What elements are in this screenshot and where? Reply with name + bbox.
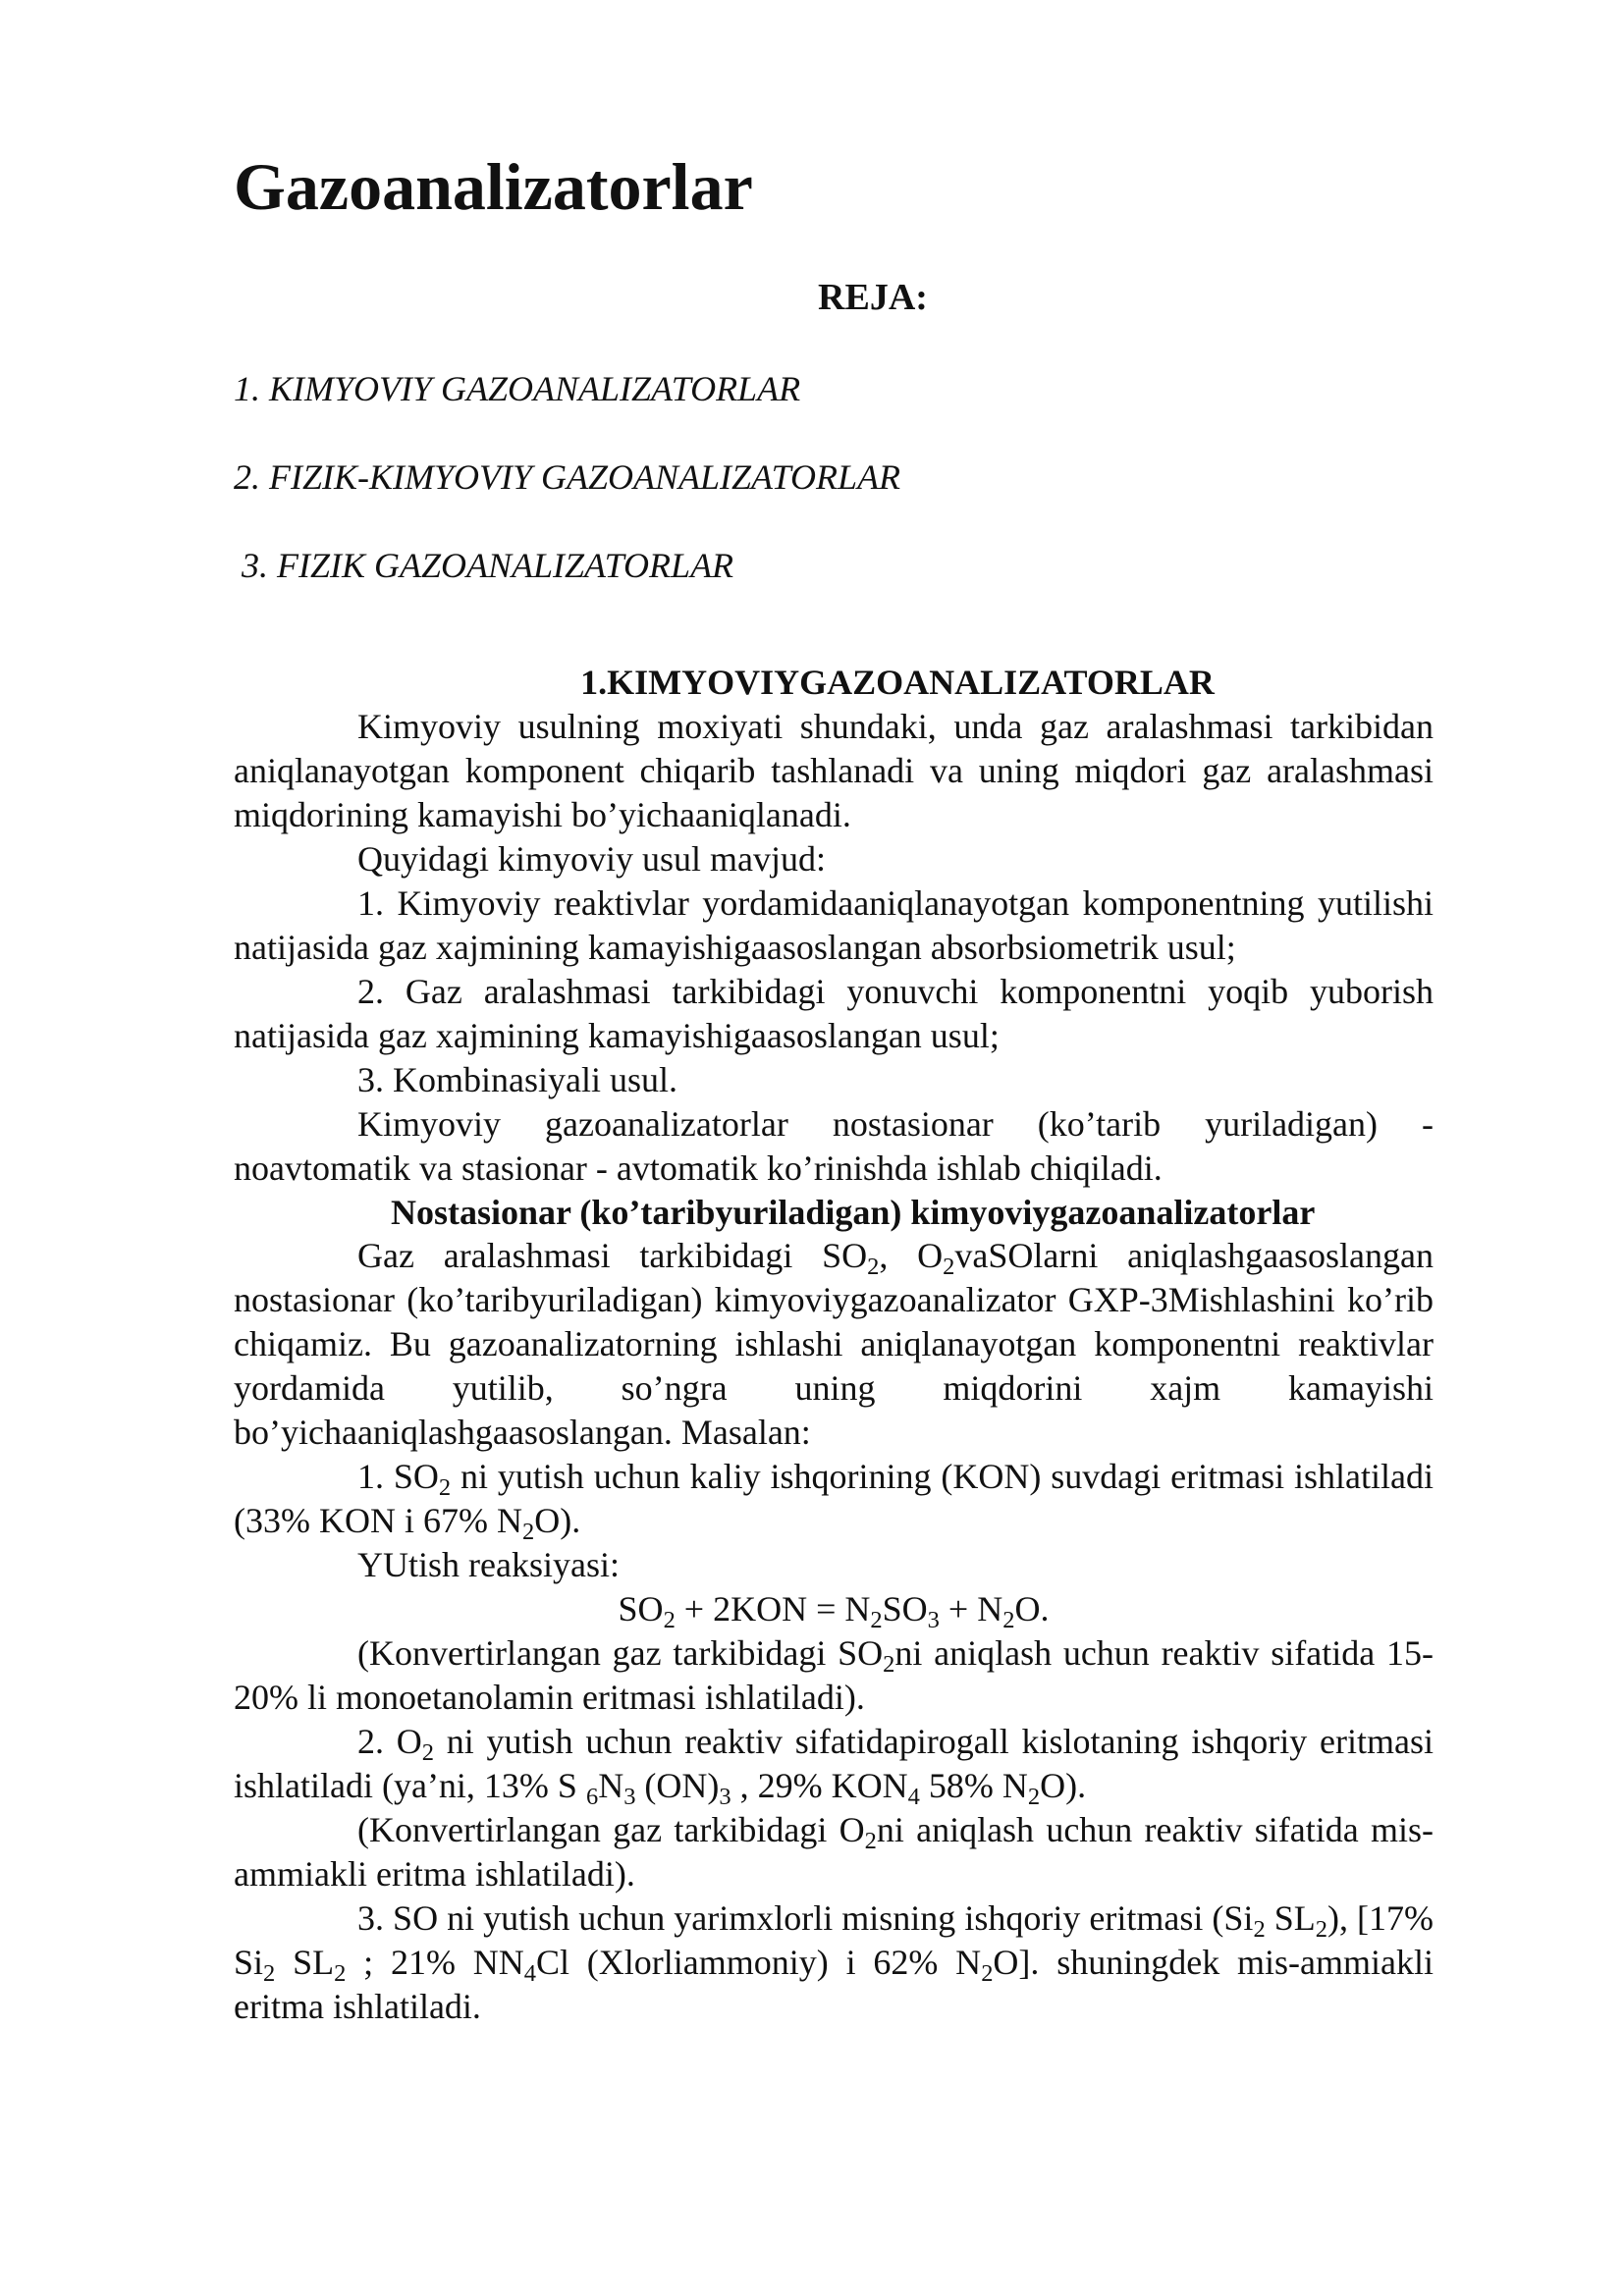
plan-heading: REJA: bbox=[818, 277, 928, 318]
section-heading: 1.KIMYOVIYGAZOANALIZATORLAR bbox=[580, 663, 1215, 702]
paragraph-gxp-intro: Gaz aralashmasi tarkibidagi $SO_2$, $O_2vaSOlarni$ aniqlashgaasoslangan nostasionar (ko’taribyuriladigan) kimyoviygazoanalizator GXP-3Mishlashini ko’rib chiqamiz. Bu gazoanalizatorning ishlashi aniqlanayotgan komponentni reaktivlar yordamida yutilib, so’ngra uning miqdorini xajm kamayishi bo’yichaaniqlashgaasoslangan. Masalan: bbox=[234, 1236, 1435, 1452]
list-item-method-3: 3. Kombinasiyali usul. bbox=[357, 1060, 677, 1099]
plan-item-2: 2. FIZIK-KIMYOVIY GAZOANALIZATORLAR bbox=[234, 457, 901, 497]
reaction-label: YUtish reaksiyasi: bbox=[357, 1545, 620, 1584]
list-item-method-2: 2. Gaz aralashmasi tarkibidagi yonuvchi komponentni yoqib yuborish natijasida gaz xajmining kamayishigaasoslangan usul; bbox=[234, 972, 1434, 1055]
plan-item-1: 1. KIMYOVIY GAZOANALIZATORLAR bbox=[234, 369, 801, 408]
plan-item-3: 3. FIZIK GAZOANALIZATORLAR bbox=[242, 546, 734, 585]
document-title: Gazoanalizatorlar bbox=[234, 149, 753, 224]
list-item-o2-absorption: 2. $O_2$ ni yutish uchun reaktiv sifatidapirogall kislotaning ishqoriy eritmasi ishlatiladi (ya’ni, 13% S $_6N_3$ $(ON)_3$ , 29% $KON_4$ 58% $N_2O$). bbox=[234, 1722, 1435, 1810]
note-o2-reagent: (Konvertirlangan gaz tarkibidagi $O_2ni$ aniqlash uchun reaktiv sifatida mis-ammiakli eritma ishlatiladi). bbox=[234, 1810, 1434, 1894]
subsection-heading: Nostasionar (ko’taribyuriladigan) kimyoviygazoanalizatorlar bbox=[391, 1193, 1316, 1232]
list-item-co-absorption: 3. SO ni yutish uchun yarimxlorli misning ishqoriy eritmasi ($Si_2$ $SL_2$), [17% $Si_2$ $SL_2$ ; 21% $NN_4Cl$ (Xlorliammoniy) i 62% $N_2O$]. shuningdek mis-ammiakli eritma ishlatiladi. bbox=[234, 1898, 1435, 2026]
paragraph-method-essence: Kimyoviy usulning moxiyati shundaki, unda gaz aralashmasi tarkibidan aniqlanayotgan komponent chiqarib tashlanadi va uning miqdori gaz aralashmasi miqdorining kamayishi bo’yichaaniqlanadi. bbox=[234, 707, 1434, 834]
list-item-method-1: 1. Kimyoviy reaktivlar yordamidaaniqlanayotgan komponentning yutilishi natijasida gaz xajmining kamayishigaasoslangan absorbsiometrik usul; bbox=[234, 883, 1434, 967]
list-item-so2-absorption: 1. $SO_2$ ni yutish uchun kaliy ishqorining (KON) suvdagi eritmasi ishlatiladi (33% KON i 67% $N_2O$). bbox=[234, 1457, 1434, 1545]
note-so2-reagent: (Konvertirlangan gaz tarkibidagi $SO_2ni$ aniqlash uchun reaktiv sifatida 15-20% li monoetanolamin eritmasi ishlatiladi). bbox=[234, 1633, 1434, 1717]
reaction-equation: $SO_2 + 2KON = N_2SO_3 + N_2O$. bbox=[618, 1589, 1050, 1633]
paragraph-methods-intro: Quyidagi kimyoviy usul mavjud: bbox=[357, 839, 826, 879]
document-page bbox=[234, 147, 1434, 2029]
paragraph-analyzer-types: Kimyoviy gazoanalizatorlar nostasionar (ko’tarib yuriladigan) - noavtomatik va stasionar - avtomatik ko’rinishda ishlab chiqiladi. bbox=[234, 1104, 1434, 1188]
